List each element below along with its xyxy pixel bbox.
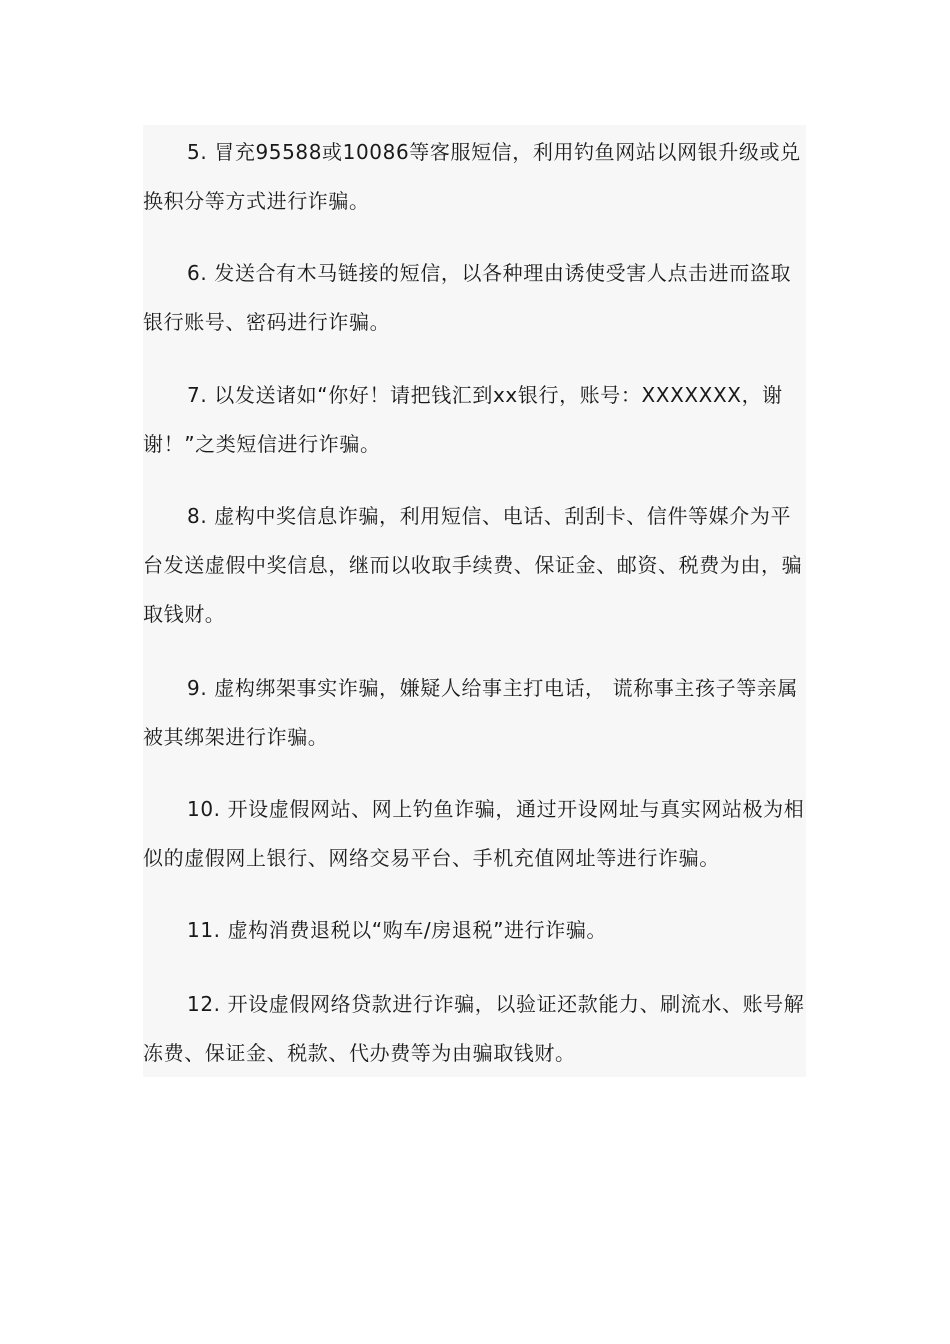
fraud-item-9: 9. 虚构绑架事实诈骗，嫌疑人给事主打电话， 谎称事主孩子等亲属被其绑架进行诈骗。 [143,676,798,749]
fraud-item-10: 10. 开设虚假网站、网上钓鱼诈骗，通过开设网址与真实网站极为相似的虚假网上银行、网络交易平台、手机充值网址等进行诈骗。 [143,797,805,870]
fraud-item-7: 7. 以发送诸如“你好！请把钱汇到xx银行，账号：XXXXXXX，谢谢！”之类短信进行诈骗。 [143,383,783,456]
fraud-item-12: 12. 开设虚假网络贷款进行诈骗，以验证还款能力、刷流水、账号解冻费、保证金、税款、代办费等为由骗取钱财。 [143,992,805,1065]
fraud-item-11: 11. 虚构消费退税以“购车/房退税”进行诈骗。 [187,918,608,942]
fraud-item-5: 5. 冒充95588或10086等客服短信，利用钓鱼网站以网银升级或兑换积分等方式进行诈骗。 [143,140,801,213]
fraud-item-6: 6. 发送合有木马链接的短信，以各种理由诱使受害人点击进而盗取银行账号、密码进行诈骗。 [143,261,792,334]
fraud-item-8: 8. 虚构中奖信息诈骗，利用短信、电话、刮刮卡、信件等媒介为平台发送虚假中奖信息，继而以收取手续费、保证金、邮资、税费为由，骗取钱财。 [143,504,803,626]
